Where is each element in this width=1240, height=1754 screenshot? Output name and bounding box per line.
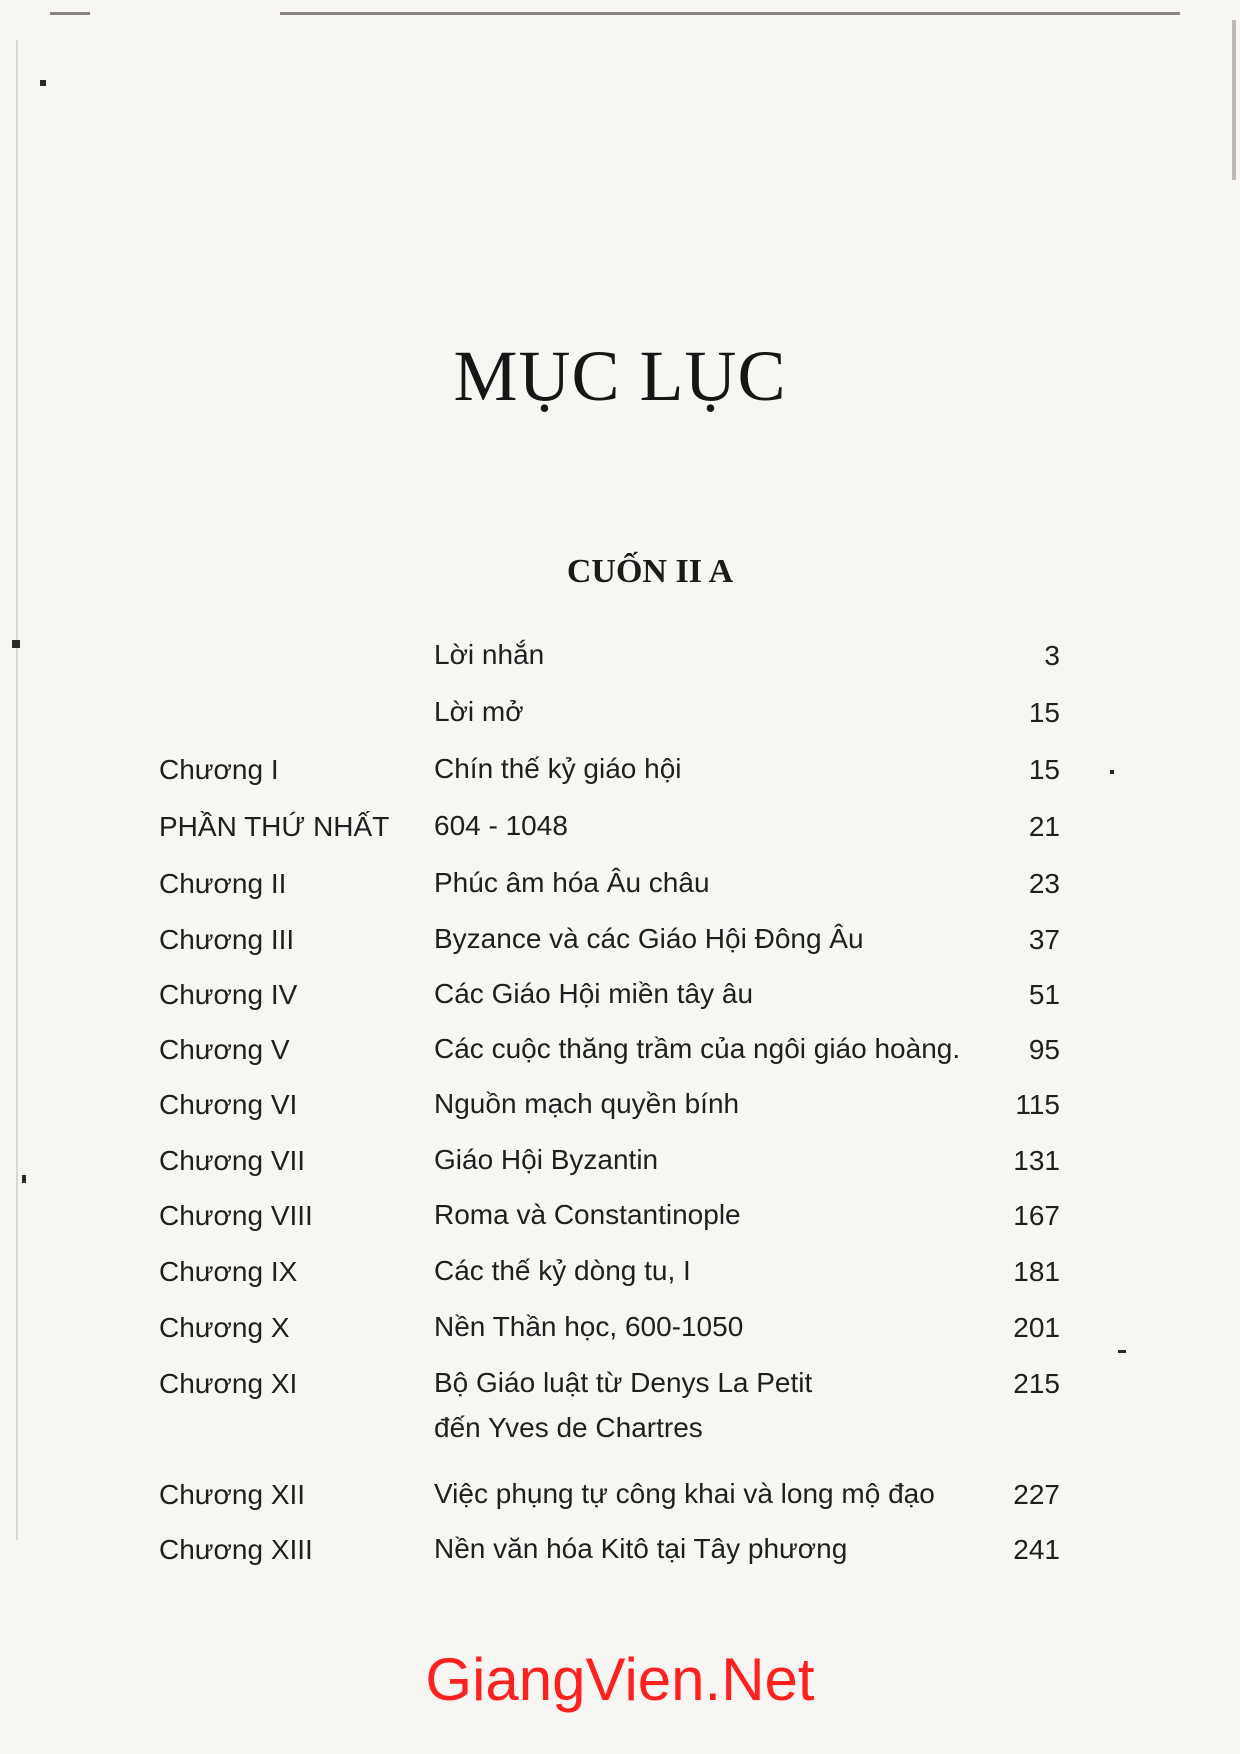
- section-subtitle: CUỐN II A: [566, 553, 734, 590]
- toc-entry-title: Phúc âm hóa Âu châu: [434, 867, 710, 898]
- toc-entry-title: Roma và Constantinople: [434, 1199, 741, 1230]
- toc-entry-page: 241: [1013, 1534, 1060, 1565]
- toc-entry-label: Chương XII: [159, 1479, 306, 1510]
- toc-entry-page: 215: [1013, 1368, 1060, 1399]
- toc-entry-title: Lời nhắn: [434, 639, 545, 670]
- toc-entry-label: Chương IV: [159, 979, 298, 1010]
- toc-entry-label: Chương X: [159, 1312, 290, 1343]
- toc-entry-title: Các Giáo Hội miền tây âu: [434, 978, 754, 1009]
- toc-entry-page: 3: [1044, 640, 1060, 671]
- toc-entry-label: Chương I: [159, 754, 279, 785]
- toc-entry-page: 201: [1013, 1312, 1060, 1343]
- toc-entry-label: Chương III: [159, 924, 295, 955]
- toc-entry-title: Nền văn hóa Kitô tại Tây phương: [434, 1533, 848, 1564]
- toc-entry-title: Bộ Giáo luật từ Denys La Petit: [434, 1367, 813, 1398]
- toc-entry-title: Chín thế kỷ giáo hội: [434, 753, 682, 784]
- toc-entry-title: Việc phụng tự công khai và long mộ đạo: [434, 1478, 935, 1509]
- toc-entry-label: Chương XI: [159, 1368, 298, 1399]
- toc-entry-page: 167: [1013, 1200, 1060, 1231]
- toc-entry-title: Nền Thần học, 600-1050: [434, 1311, 744, 1342]
- toc-entry-title: Nguồn mạch quyền bính: [434, 1088, 740, 1119]
- toc-entry-title: Lời mở: [434, 696, 524, 727]
- toc-entry-page: 21: [1028, 811, 1060, 842]
- toc-entry-page: 131: [1013, 1145, 1060, 1176]
- toc-entry-label: PHẦN THỨ NHẤT: [159, 811, 390, 842]
- toc-entry: [0, 754, 1240, 814]
- toc-entry-label: Chương II: [159, 868, 287, 899]
- toc-entry-label: Chương VII: [159, 1145, 306, 1176]
- toc-entry-page: 227: [1013, 1479, 1060, 1510]
- toc-entry-label: Chương VIII: [159, 1200, 313, 1231]
- toc-entry-label: Chương V: [159, 1034, 290, 1065]
- toc-entry-page: 15: [1028, 754, 1060, 785]
- toc-entry-title: 604 - 1048: [434, 810, 568, 841]
- toc-entry-page: 51: [1028, 979, 1060, 1010]
- toc-entry-title-continued: đến Yves de Chartres: [434, 1412, 703, 1443]
- toc-entry-title: Byzance và các Giáo Hội Đông Âu: [434, 923, 864, 954]
- page-title: MỤC LỤC: [453, 336, 787, 416]
- toc-entry-label: Chương IX: [159, 1256, 298, 1287]
- toc-entry-page: 15: [1028, 697, 1060, 728]
- toc-entry-page: 23: [1028, 868, 1060, 899]
- toc-entry-page: 95: [1028, 1034, 1060, 1065]
- toc-entry-label: Chương VI: [159, 1089, 298, 1120]
- toc-entry: [0, 1368, 1240, 1478]
- toc-entry: [0, 1534, 1240, 1594]
- toc-entry-page: 115: [1015, 1089, 1060, 1120]
- toc-entry-label: Chương XIII: [159, 1534, 313, 1565]
- toc-entry-title: Các cuộc thăng trầm của ngôi giáo hoàng.: [434, 1033, 961, 1064]
- toc-entry-page: 37: [1028, 924, 1060, 955]
- watermark-footer: GiangVien.Net: [425, 1646, 815, 1713]
- toc-entry-title: Các thế kỷ dòng tu, I: [434, 1255, 691, 1286]
- toc-entry-title: Giáo Hội Byzantin: [434, 1144, 659, 1175]
- toc-entry-page: 181: [1013, 1256, 1060, 1287]
- toc-entry: [0, 640, 1240, 700]
